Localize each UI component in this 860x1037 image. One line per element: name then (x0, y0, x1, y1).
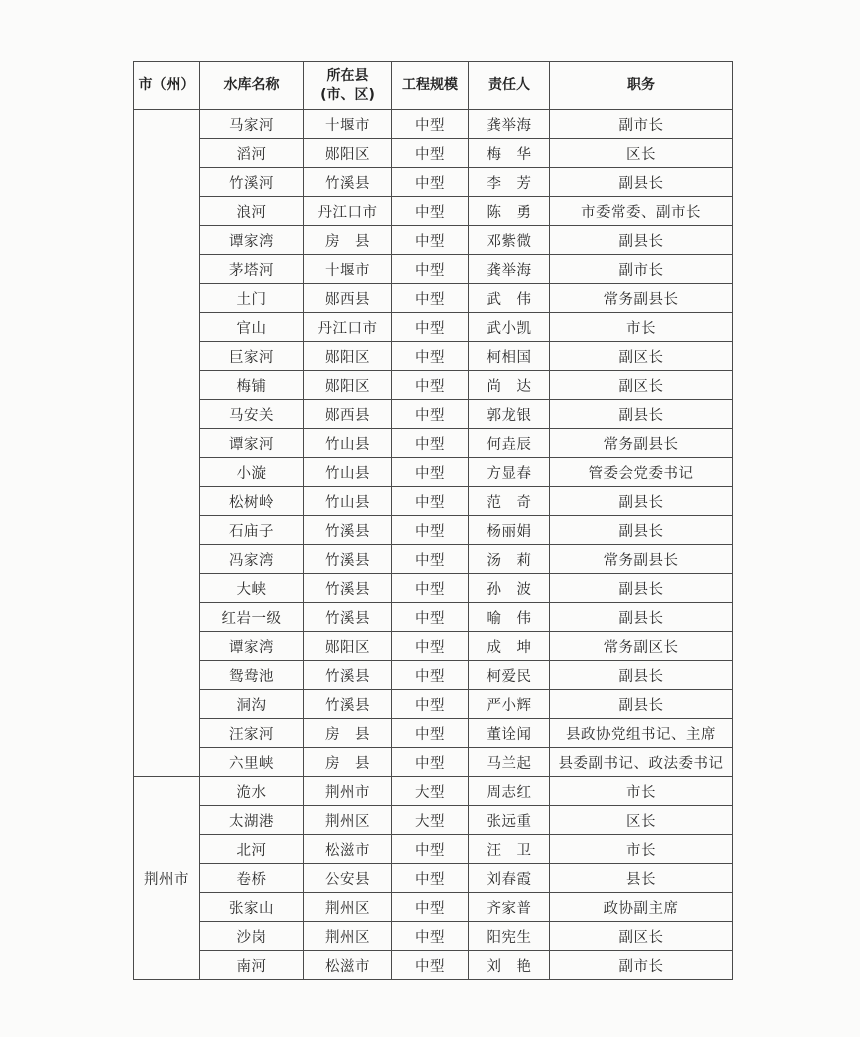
reservoir-name-cell: 南河 (200, 951, 304, 980)
scale-cell: 中型 (392, 661, 469, 690)
table-header-row (134, 62, 733, 110)
county-cell: 房 县 (304, 748, 392, 777)
scale-cell: 中型 (392, 371, 469, 400)
county-cell: 荆州区 (304, 806, 392, 835)
table-row (134, 400, 733, 429)
table-row (134, 226, 733, 255)
position-cell: 常务副县长 (550, 429, 733, 458)
position-cell: 市长 (550, 313, 733, 342)
county-cell: 丹江口市 (304, 197, 392, 226)
table-row (134, 922, 733, 951)
county-cell: 郧阳区 (304, 371, 392, 400)
reservoir-name-cell: 卷桥 (200, 864, 304, 893)
header-responsible-person: 责任人 (469, 62, 550, 110)
reservoir-name-cell: 汪家河 (200, 719, 304, 748)
reservoir-name-cell: 鸳鸯池 (200, 661, 304, 690)
reservoir-name-cell: 小漩 (200, 458, 304, 487)
table-row (134, 748, 733, 777)
table-row (134, 951, 733, 980)
responsible-person-cell: 刘 艳 (469, 951, 550, 980)
responsible-person-cell: 方显春 (469, 458, 550, 487)
header-city: 市（州） (134, 62, 200, 110)
position-cell: 县委副书记、政法委书记 (550, 748, 733, 777)
responsible-person-cell: 范 奇 (469, 487, 550, 516)
scale-cell: 中型 (392, 864, 469, 893)
reservoir-name-cell: 冯家湾 (200, 545, 304, 574)
county-cell: 公安县 (304, 864, 392, 893)
reservoir-name-cell: 谭家湾 (200, 632, 304, 661)
scale-cell: 中型 (392, 690, 469, 719)
header-reservoir-name: 水库名称 (200, 62, 304, 110)
reservoir-name-cell: 官山 (200, 313, 304, 342)
reservoir-name-cell: 谭家河 (200, 429, 304, 458)
reservoir-name-cell: 浪河 (200, 197, 304, 226)
table-row (134, 139, 733, 168)
county-cell: 郧西县 (304, 400, 392, 429)
responsible-person-cell: 李 芳 (469, 168, 550, 197)
reservoir-name-cell: 太湖港 (200, 806, 304, 835)
scale-cell: 中型 (392, 893, 469, 922)
position-cell: 市长 (550, 835, 733, 864)
reservoir-name-cell: 马家河 (200, 110, 304, 139)
table-row (134, 342, 733, 371)
table-row (134, 313, 733, 342)
table-row (134, 632, 733, 661)
county-cell: 丹江口市 (304, 313, 392, 342)
responsible-person-cell: 尚 达 (469, 371, 550, 400)
scale-cell: 中型 (392, 516, 469, 545)
responsible-person-cell: 董诠闻 (469, 719, 550, 748)
position-cell: 副县长 (550, 487, 733, 516)
reservoir-name-cell: 北河 (200, 835, 304, 864)
table-row (134, 806, 733, 835)
reservoir-name-cell: 松树岭 (200, 487, 304, 516)
responsible-person-cell: 张远重 (469, 806, 550, 835)
responsible-person-cell: 严小辉 (469, 690, 550, 719)
scale-cell: 中型 (392, 342, 469, 371)
table-row (134, 719, 733, 748)
table-row (134, 545, 733, 574)
position-cell: 副市长 (550, 255, 733, 284)
position-cell: 副县长 (550, 400, 733, 429)
position-cell: 副县长 (550, 574, 733, 603)
scale-cell: 中型 (392, 574, 469, 603)
position-cell: 政协副主席 (550, 893, 733, 922)
responsible-person-cell: 武小凯 (469, 313, 550, 342)
scale-cell: 中型 (392, 835, 469, 864)
position-cell: 常务副县长 (550, 545, 733, 574)
scale-cell: 中型 (392, 255, 469, 284)
reservoir-name-cell: 滔河 (200, 139, 304, 168)
reservoir-name-cell: 红岩一级 (200, 603, 304, 632)
position-cell: 副县长 (550, 516, 733, 545)
position-cell: 副区长 (550, 371, 733, 400)
county-cell: 十堰市 (304, 255, 392, 284)
county-cell: 十堰市 (304, 110, 392, 139)
position-cell: 副县长 (550, 603, 733, 632)
responsible-person-cell: 喻 伟 (469, 603, 550, 632)
scale-cell: 中型 (392, 429, 469, 458)
county-cell: 竹溪县 (304, 574, 392, 603)
county-cell: 竹山县 (304, 458, 392, 487)
county-cell: 竹山县 (304, 487, 392, 516)
table-row (134, 603, 733, 632)
table-row (134, 661, 733, 690)
position-cell: 区长 (550, 139, 733, 168)
county-cell: 房 县 (304, 226, 392, 255)
responsible-person-cell: 陈 勇 (469, 197, 550, 226)
table-row (134, 893, 733, 922)
responsible-person-cell: 周志红 (469, 777, 550, 806)
table-row (134, 168, 733, 197)
position-cell: 市长 (550, 777, 733, 806)
position-cell: 副县长 (550, 168, 733, 197)
table-row (134, 371, 733, 400)
position-cell: 区长 (550, 806, 733, 835)
table-body (134, 110, 733, 980)
position-cell: 副区长 (550, 922, 733, 951)
responsible-person-cell: 汤 莉 (469, 545, 550, 574)
table-row (134, 110, 733, 139)
county-cell: 竹溪县 (304, 545, 392, 574)
reservoir-name-cell: 洞沟 (200, 690, 304, 719)
reservoir-name-cell: 竹溪河 (200, 168, 304, 197)
table-row (134, 864, 733, 893)
reservoir-name-cell: 茅塔河 (200, 255, 304, 284)
scale-cell: 中型 (392, 226, 469, 255)
county-cell: 竹溪县 (304, 516, 392, 545)
county-cell: 荆州区 (304, 922, 392, 951)
responsible-person-cell: 刘春霞 (469, 864, 550, 893)
position-cell: 副市长 (550, 110, 733, 139)
reservoir-name-cell: 沙岗 (200, 922, 304, 951)
position-cell: 县长 (550, 864, 733, 893)
table-row (134, 835, 733, 864)
header-county-line2: (市、区) (320, 86, 375, 103)
position-cell: 市委常委、副市长 (550, 197, 733, 226)
scale-cell: 中型 (392, 748, 469, 777)
county-cell: 郧阳区 (304, 342, 392, 371)
county-cell: 竹溪县 (304, 661, 392, 690)
scale-cell: 中型 (392, 168, 469, 197)
responsible-person-cell: 龚举海 (469, 110, 550, 139)
responsible-person-cell: 武 伟 (469, 284, 550, 313)
county-cell: 竹山县 (304, 429, 392, 458)
position-cell: 副县长 (550, 690, 733, 719)
reservoir-name-cell: 石庙子 (200, 516, 304, 545)
position-cell: 常务副县长 (550, 284, 733, 313)
responsible-person-cell: 杨丽娟 (469, 516, 550, 545)
county-cell: 郧西县 (304, 284, 392, 313)
responsible-person-cell: 阳宪生 (469, 922, 550, 951)
county-cell: 房 县 (304, 719, 392, 748)
reservoir-responsibility-table (133, 61, 733, 980)
table-row (134, 197, 733, 226)
scale-cell: 中型 (392, 458, 469, 487)
scale-cell: 中型 (392, 545, 469, 574)
county-cell: 松滋市 (304, 835, 392, 864)
responsible-person-cell: 郭龙银 (469, 400, 550, 429)
reservoir-name-cell: 土门 (200, 284, 304, 313)
scale-cell: 中型 (392, 922, 469, 951)
county-cell: 郧阳区 (304, 632, 392, 661)
table-row (134, 574, 733, 603)
county-cell: 竹溪县 (304, 690, 392, 719)
header-scale: 工程规模 (392, 62, 469, 110)
position-cell: 县政协党组书记、主席 (550, 719, 733, 748)
reservoir-name-cell: 张家山 (200, 893, 304, 922)
scale-cell: 中型 (392, 603, 469, 632)
scale-cell: 中型 (392, 951, 469, 980)
position-cell: 副县长 (550, 661, 733, 690)
scale-cell: 中型 (392, 719, 469, 748)
reservoir-name-cell: 六里峡 (200, 748, 304, 777)
table-row (134, 690, 733, 719)
position-cell: 副区长 (550, 342, 733, 371)
table-row (134, 429, 733, 458)
county-cell: 郧阳区 (304, 139, 392, 168)
responsible-person-cell: 马兰起 (469, 748, 550, 777)
table-row (134, 777, 733, 806)
reservoir-name-cell: 梅铺 (200, 371, 304, 400)
scale-cell: 中型 (392, 313, 469, 342)
responsible-person-cell: 何垚辰 (469, 429, 550, 458)
table-row (134, 255, 733, 284)
reservoir-name-cell: 马安关 (200, 400, 304, 429)
position-cell: 管委会党委书记 (550, 458, 733, 487)
responsible-person-cell: 柯爱民 (469, 661, 550, 690)
scale-cell: 中型 (392, 487, 469, 516)
responsible-person-cell: 梅 华 (469, 139, 550, 168)
responsible-person-cell: 邓紫微 (469, 226, 550, 255)
reservoir-name-cell: 大峡 (200, 574, 304, 603)
reservoir-name-cell: 洈水 (200, 777, 304, 806)
table-row (134, 284, 733, 313)
city-cell (134, 110, 200, 777)
scale-cell: 大型 (392, 777, 469, 806)
header-county-line1: 所在县 (326, 67, 369, 84)
scale-cell: 大型 (392, 806, 469, 835)
scale-cell: 中型 (392, 400, 469, 429)
header-position: 职务 (550, 62, 733, 110)
scale-cell: 中型 (392, 197, 469, 226)
scale-cell: 中型 (392, 110, 469, 139)
table-row (134, 516, 733, 545)
position-cell: 副县长 (550, 226, 733, 255)
responsible-person-cell: 成 坤 (469, 632, 550, 661)
county-cell: 荆州市 (304, 777, 392, 806)
table-row (134, 487, 733, 516)
scale-cell: 中型 (392, 284, 469, 313)
reservoir-name-cell: 巨家河 (200, 342, 304, 371)
responsible-person-cell: 孙 波 (469, 574, 550, 603)
county-cell: 松滋市 (304, 951, 392, 980)
table-row (134, 458, 733, 487)
responsible-person-cell: 柯相国 (469, 342, 550, 371)
county-cell: 竹溪县 (304, 168, 392, 197)
reservoir-name-cell: 谭家湾 (200, 226, 304, 255)
header-county (304, 62, 392, 110)
county-cell: 荆州区 (304, 893, 392, 922)
county-cell: 竹溪县 (304, 603, 392, 632)
position-cell: 常务副区长 (550, 632, 733, 661)
scale-cell: 中型 (392, 632, 469, 661)
responsible-person-cell: 龚举海 (469, 255, 550, 284)
responsible-person-cell: 汪 卫 (469, 835, 550, 864)
scale-cell: 中型 (392, 139, 469, 168)
responsible-person-cell: 齐家普 (469, 893, 550, 922)
city-cell: 荆州市 (134, 777, 200, 980)
position-cell: 副市长 (550, 951, 733, 980)
